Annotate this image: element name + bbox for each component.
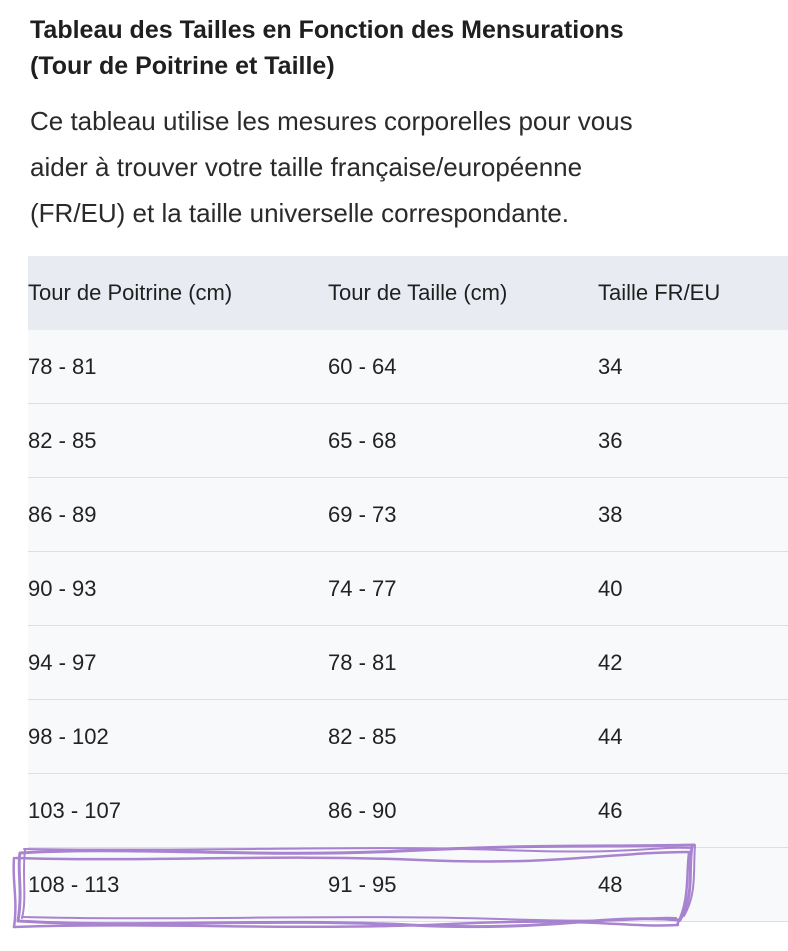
table-row <box>28 478 788 552</box>
chest-cell: 78 - 81 <box>28 330 328 404</box>
table-row <box>28 552 788 626</box>
chest-cell: 94 - 97 <box>28 626 328 700</box>
chest-cell: 90 - 93 <box>28 552 328 626</box>
chest-cell: 86 - 89 <box>28 478 328 552</box>
column-header-fr-eu-size: Taille FR/EU <box>598 256 788 330</box>
chest-cell: 108 - 113 <box>28 848 328 922</box>
chest-cell: 103 - 107 <box>28 774 328 848</box>
size-cell: 38 <box>598 478 788 552</box>
page-title: Tableau des Tailles en Fonction des Mensurations (Tour de Poitrine et Taille) <box>30 16 624 80</box>
intro-paragraph: Ce tableau utilise les mesures corporelles pour vous aider à trouver votre taille française/européenne (FR/EU) et la taille universelle correspondante. <box>30 106 633 228</box>
size-cell: 46 <box>598 774 788 848</box>
size-cell: 44 <box>598 700 788 774</box>
size-cell: 40 <box>598 552 788 626</box>
size-cell: 34 <box>598 330 788 404</box>
table-row <box>28 404 788 478</box>
size-table <box>28 256 788 922</box>
table-row <box>28 700 788 774</box>
waist-cell: 74 - 77 <box>328 552 598 626</box>
size-table-scroll-container[interactable] <box>28 256 721 951</box>
column-header-waist: Tour de Taille (cm) <box>328 256 598 330</box>
table-row-highlighted <box>28 848 788 922</box>
waist-cell: 82 - 85 <box>328 700 598 774</box>
waist-cell: 65 - 68 <box>328 404 598 478</box>
waist-cell: 91 - 95 <box>328 848 598 922</box>
chest-cell: 82 - 85 <box>28 404 328 478</box>
waist-cell: 86 - 90 <box>328 774 598 848</box>
size-cell: 48 <box>598 848 788 922</box>
table-row <box>28 626 788 700</box>
waist-cell: 78 - 81 <box>328 626 598 700</box>
chest-cell: 98 - 102 <box>28 700 328 774</box>
table-row <box>28 330 788 404</box>
size-cell: 36 <box>598 404 788 478</box>
size-cell: 42 <box>598 626 788 700</box>
column-header-chest: Tour de Poitrine (cm) <box>28 256 328 330</box>
table-header-row <box>28 256 788 330</box>
waist-cell: 69 - 73 <box>328 478 598 552</box>
waist-cell: 60 - 64 <box>328 330 598 404</box>
table-row <box>28 774 788 848</box>
